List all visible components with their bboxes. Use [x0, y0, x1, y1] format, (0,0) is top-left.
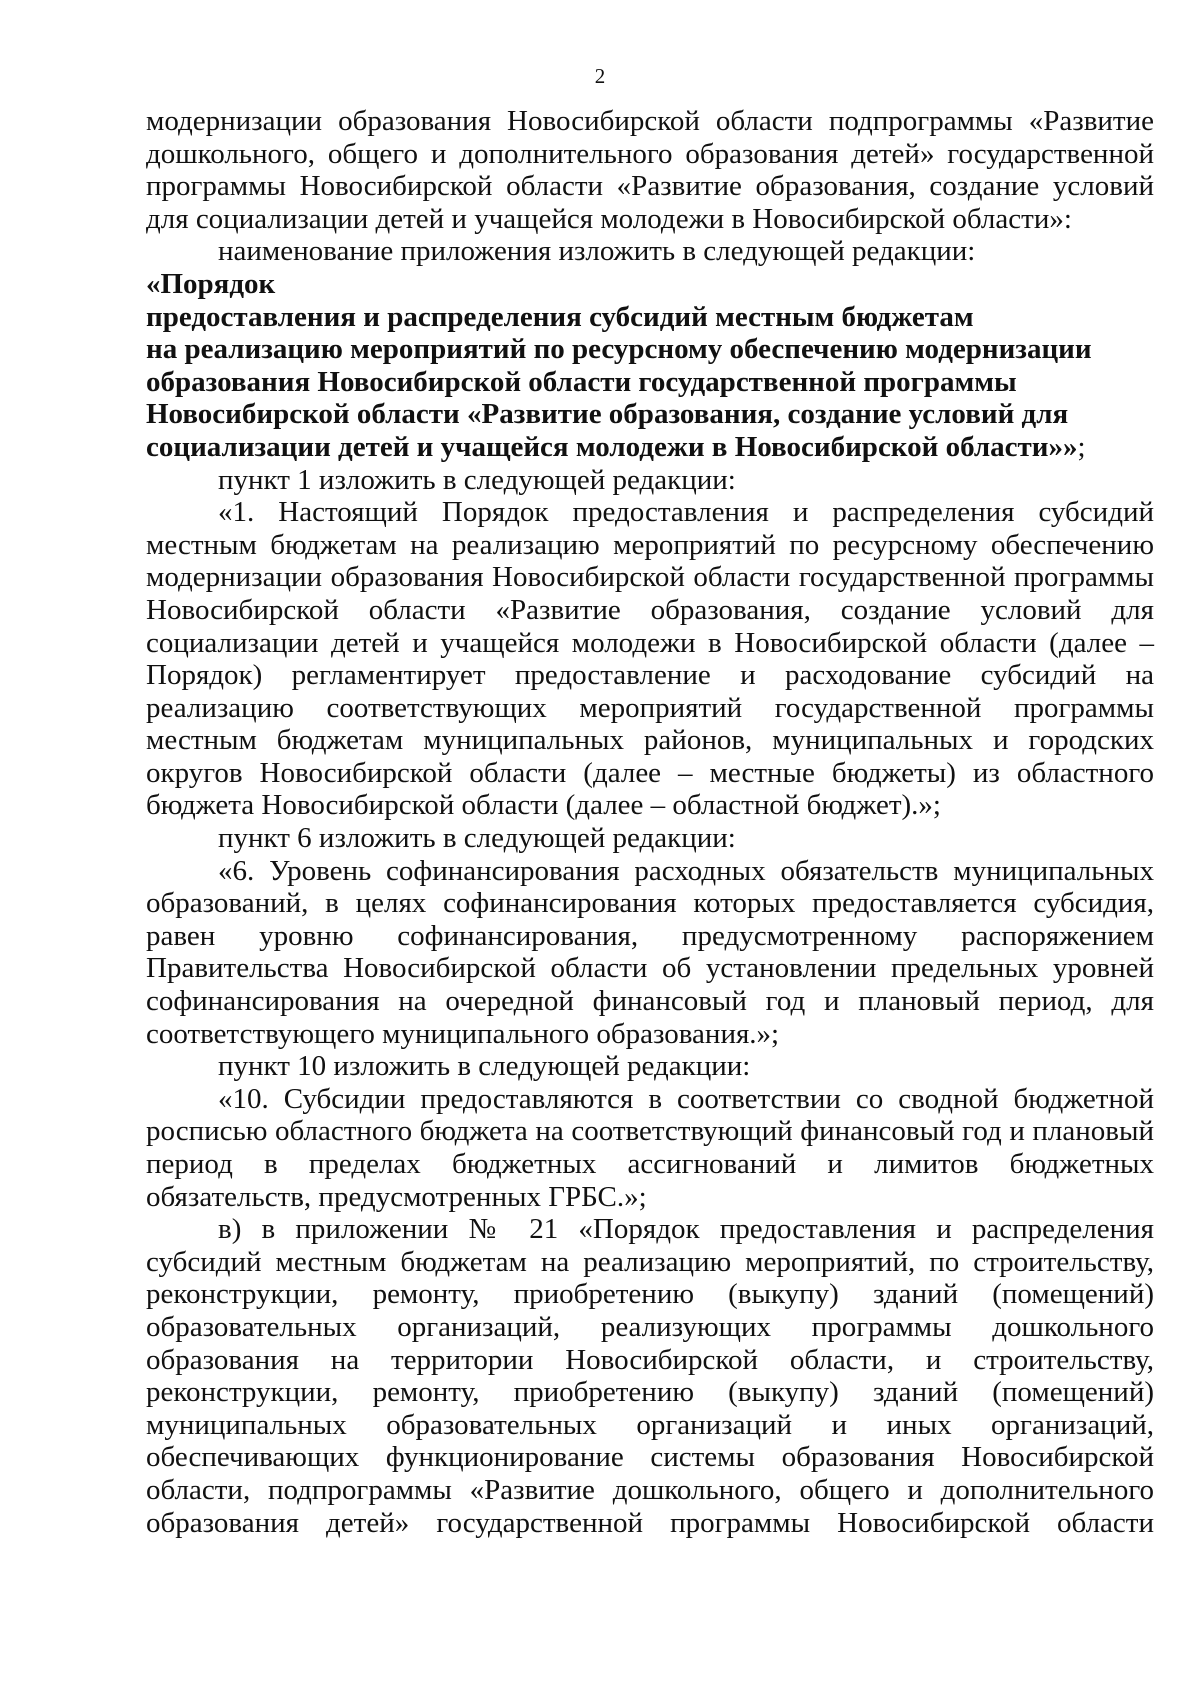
- paragraph-point-1-text: «1. Настоящий Порядок предоставления и распределения субсидий местным бюджетам на реализацию мероприятий по ресурсному обеспечению модернизации образования Новосибирской области государственной программы Новосибирской области «Развитие образования, создание условий для социализации детей и учащейся молодежи в Новосибирской области (далее – Порядок) регламентирует предоставление и расходование субсидий на реализацию соответствующих мероприятий государственной программы местным бюджетам муниципальных районов, муниципальных и городских округов Новосибирской области (далее – местные бюджеты) из областного бюджета Новосибирской области (далее – областной бюджет).»;: [146, 496, 1154, 822]
- appendix-heading: [146, 268, 1154, 464]
- heading-line-text: социализации детей и учащейся молодежи в Новосибирской области»»: [146, 430, 1078, 463]
- paragraph-point-6-intro: пункт 6 изложить в следующей редакции:: [218, 822, 736, 855]
- paragraph-intro: модернизации образования Новосибирской области подпрограммы «Развитие дошкольного, общего и дополнительного образования детей» государственной программы Новосибирской области «Развитие образования, создание условий для социализации детей и учащейся молодежи в Новосибирской области»:: [146, 105, 1154, 235]
- page-number: 2: [594, 64, 606, 88]
- paragraph-point-10-intro: пункт 10 изложить в следующей редакции:: [218, 1050, 751, 1083]
- paragraph-point-10-text: «10. Субсидии предоставляются в соответствии со сводной бюджетной росписью областного бюджета на соответствующий финансовый год и плановый период в пределах бюджетных ассигнований и лимитов бюджетных обязательств, предусмотренных ГРБС.»;: [146, 1082, 1154, 1213]
- paragraph-appendix-21: в) в приложении № 21 «Порядок предоставления и распределения субсидий местным бюджетам на реализацию мероприятий, по строительству, реконструкции, ремонту, приобретению (выкупу) зданий (помещений) образовательных организаций, реализующих программы дошкольного образования на территории Новосибирской области, и строительству, реконструкции, ремонту, приобретению (выкупу) зданий (помещений) муниципальных образовательных организаций и иных организаций, обеспечивающих функционирование системы образования Новосибирской области, подпрограммы «Развитие дошкольного, общего и дополнительного образования детей» государственной программы Новосибирской области: [146, 1213, 1154, 1539]
- heading-line: Новосибирской области «Развитие образования, создание условий для: [146, 398, 1069, 431]
- paragraph-title-amendment: наименование приложения изложить в следующей редакции:: [218, 235, 976, 268]
- paragraph-point-1-intro: пункт 1 изложить в следующей редакции:: [218, 463, 736, 496]
- heading-line: предоставления и распределения субсидий местным бюджетам: [146, 300, 974, 333]
- document-body: [146, 105, 1154, 1539]
- heading-trail: ;: [1077, 430, 1086, 463]
- paragraph-point-6-text: «6. Уровень софинансирования расходных обязательств муниципальных образований, в целях софинансирования которых предоставляется субсидия, равен уровню софинансирования, предусмотренному распоряжением Правительства Новосибирской области об установлении предельных уровней софинансирования на очередной финансовый год и плановый период, для соответствующего муниципального образования.»;: [146, 854, 1154, 1050]
- heading-line-last: [146, 431, 1154, 464]
- heading-line: «Порядок: [146, 267, 276, 300]
- heading-line: на реализацию мероприятий по ресурсному обеспечению модернизации: [146, 333, 1092, 366]
- heading-line: образования Новосибирской области государственной программы: [146, 365, 1017, 398]
